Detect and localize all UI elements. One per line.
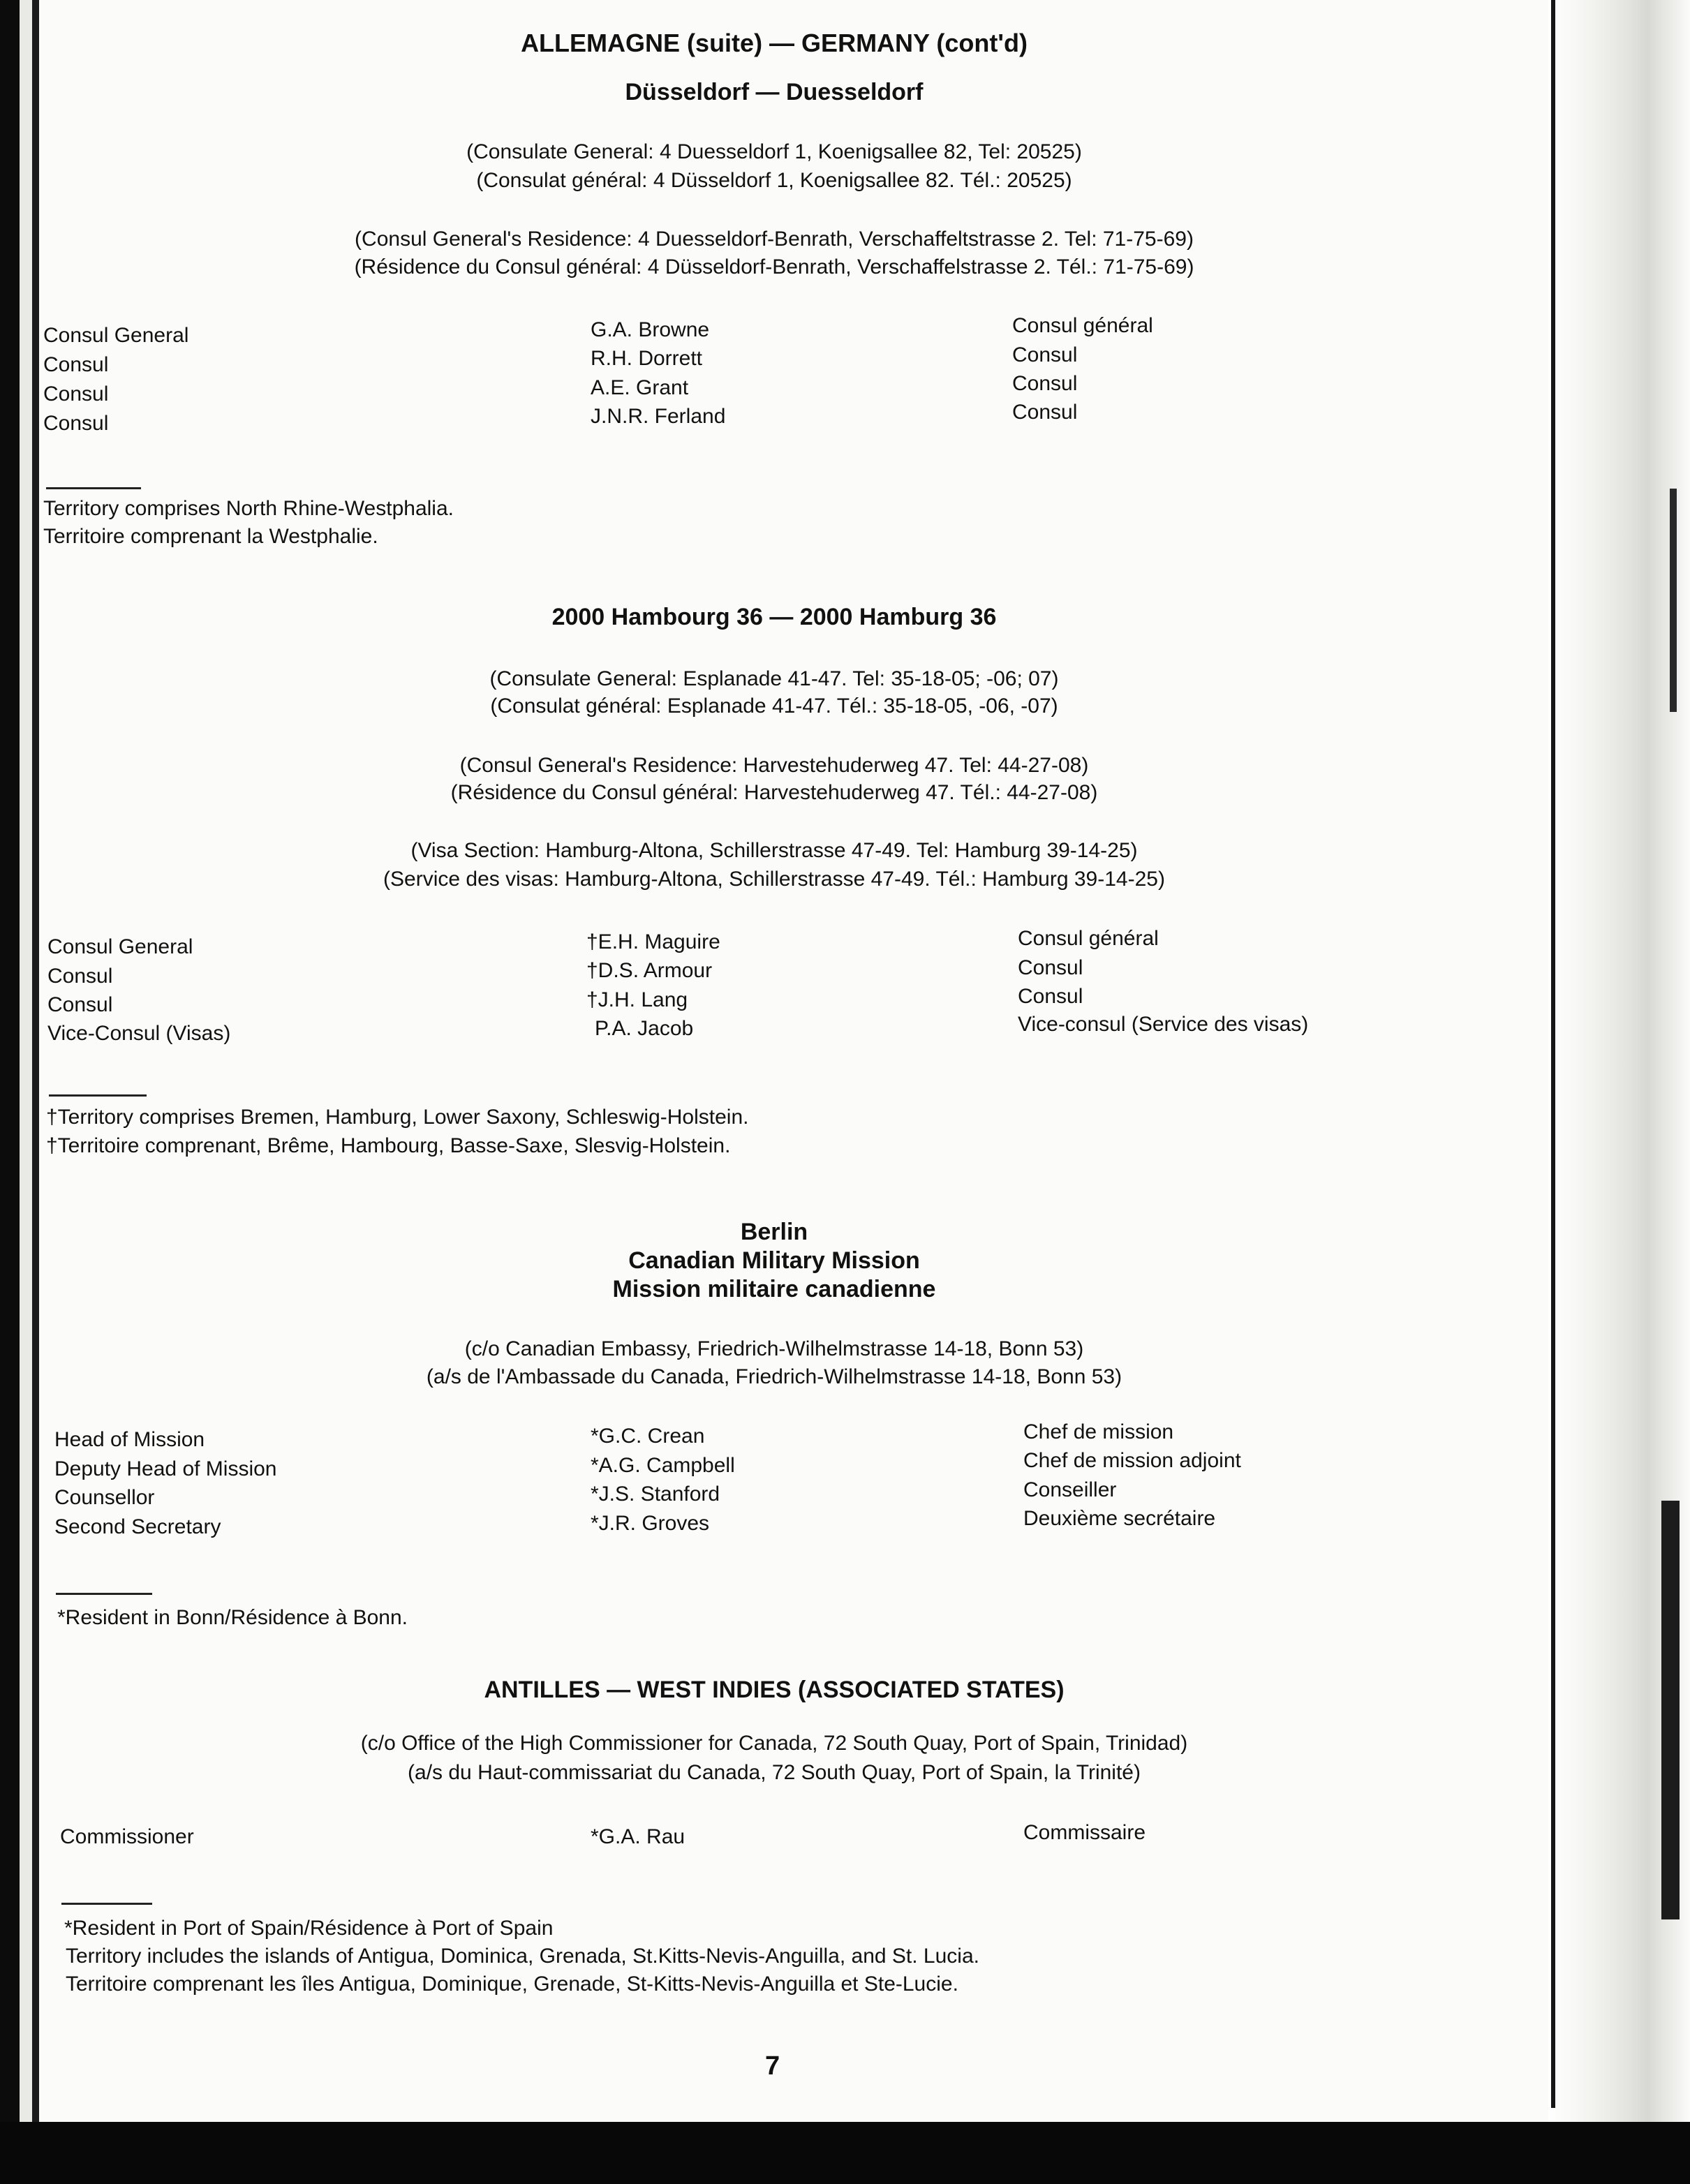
hamburg-visa-fr: (Service des visas: Hamburg-Altona, Schillerstrasse 47-49. Tél.: Hamburg 39-14-25)	[383, 868, 1165, 891]
berlin-name-2: *A.G. Campbell	[591, 1454, 735, 1477]
duesseldorf-title-fr-2: Consul	[1012, 343, 1078, 366]
berlin-title-en-3: Counsellor	[54, 1486, 155, 1509]
antilles-address-en: (c/o Office of the High Commissioner for Canada, 72 South Quay, Port of Spain, Trinidad)	[360, 1732, 1188, 1755]
hamburg-title-fr-3: Consul	[1018, 985, 1083, 1008]
duesseldorf-name-4: J.N.R. Ferland	[591, 405, 726, 428]
duesseldorf-title-en-4: Consul	[43, 412, 109, 435]
antilles-note-resident: *Resident in Port of Spain/Résidence à Port of Spain	[64, 1917, 554, 1940]
duesseldorf-name-1: G.A. Browne	[591, 318, 710, 341]
hamburg-note-en: †Territory comprises Bremen, Hamburg, Lower Saxony, Schleswig-Holstein.	[46, 1106, 749, 1129]
page-number: 7	[765, 2051, 780, 2081]
hamburg-visa-en: (Visa Section: Hamburg-Altona, Schillerstrasse 47-49. Tel: Hamburg 39-14-25)	[410, 839, 1138, 862]
antilles-heading: ANTILLES — WEST INDIES (ASSOCIATED STATES)	[484, 1677, 1065, 1703]
duesseldorf-title-en-3: Consul	[43, 382, 109, 406]
duesseldorf-residence-en: (Consul General's Residence: 4 Duesseldorf-Benrath, Verschaffeltstrasse 2. Tel: 71-75-69)	[355, 228, 1194, 251]
page-edge-line-right	[1551, 0, 1555, 2108]
berlin-title-en-4: Second Secretary	[54, 1515, 221, 1538]
antilles-address-fr: (a/s du Haut-commissariat du Canada, 72 South Quay, Port of Spain, la Trinité)	[408, 1761, 1141, 1784]
footnote-rule	[56, 1593, 152, 1595]
binding-line-left	[32, 0, 39, 2122]
berlin-name-3: *J.S. Stanford	[591, 1483, 720, 1506]
hamburg-title-fr-1: Consul général	[1018, 927, 1159, 950]
hamburg-title-en-2: Consul	[47, 965, 113, 988]
duesseldorf-address-fr: (Consulat général: 4 Düsseldorf 1, Koenigsallee 82. Tél.: 20525)	[476, 169, 1072, 192]
berlin-title-fr-4: Deuxième secrétaire	[1023, 1507, 1216, 1530]
duesseldorf-name-3: A.E. Grant	[591, 376, 689, 399]
hamburg-residence-fr: (Résidence du Consul général: Harvestehuderweg 47. Tél.: 44-27-08)	[450, 781, 1098, 804]
hamburg-title-fr-4: Vice-consul (Service des visas)	[1018, 1013, 1309, 1036]
duesseldorf-address-en: (Consulate General: 4 Duesseldorf 1, Koenigsallee 82, Tel: 20525)	[466, 140, 1082, 163]
footnote-rule	[61, 1903, 152, 1905]
hamburg-note-fr: †Territoire comprenant, Brême, Hambourg, Basse-Saxe, Slesvig-Holstein.	[46, 1134, 731, 1157]
page-edge-shadow-right-lower	[1661, 1501, 1680, 1919]
berlin-title-fr-1: Chef de mission	[1023, 1420, 1174, 1443]
antilles-title-fr-1: Commissaire	[1023, 1821, 1146, 1844]
binding-gutter	[20, 0, 32, 2122]
antilles-title-en-1: Commissioner	[60, 1825, 194, 1848]
berlin-note: *Resident in Bonn/Résidence à Bonn.	[57, 1606, 408, 1629]
berlin-heading: Berlin	[740, 1219, 808, 1245]
berlin-address-fr: (a/s de l'Ambassade du Canada, Friedrich-Wilhelmstrasse 14-18, Bonn 53)	[426, 1365, 1122, 1388]
duesseldorf-note-fr: Territoire comprenant la Westphalie.	[43, 525, 378, 548]
hamburg-address-en: (Consulate General: Esplanade 41-47. Tel: 35-18-05; -06; 07)	[489, 667, 1059, 690]
hamburg-address-fr: (Consulat général: Esplanade 41-47. Tél.: 35-18-05, -06, -07)	[490, 694, 1058, 718]
hamburg-heading: 2000 Hambourg 36 — 2000 Hamburg 36	[551, 604, 997, 630]
duesseldorf-name-2: R.H. Dorrett	[591, 347, 703, 370]
duesseldorf-note-en: Territory comprises North Rhine-Westphalia.	[43, 497, 454, 520]
footnote-rule	[49, 1094, 147, 1097]
berlin-name-1: *G.C. Crean	[591, 1425, 705, 1448]
berlin-title-fr-3: Conseiller	[1023, 1478, 1117, 1501]
hamburg-name-4: P.A. Jacob	[595, 1017, 694, 1040]
page-edge-shadow-right-upper	[1670, 489, 1677, 712]
berlin-mission-fr: Mission militaire canadienne	[612, 1276, 936, 1302]
berlin-mission-en: Canadian Military Mission	[628, 1247, 920, 1274]
berlin-name-4: *J.R. Groves	[591, 1512, 710, 1535]
duesseldorf-title-fr-4: Consul	[1012, 401, 1078, 424]
hamburg-title-en-1: Consul General	[47, 935, 193, 958]
berlin-title-en-2: Deputy Head of Mission	[54, 1457, 277, 1480]
hamburg-residence-en: (Consul General's Residence: Harvestehuderweg 47. Tel: 44-27-08)	[459, 754, 1089, 777]
antilles-note-territory-fr: Territoire comprenant les îles Antigua, Dominique, Grenade, St-Kitts-Nevis-Anguilla et Ste-Lucie.	[66, 1973, 958, 1996]
hamburg-name-2: †D.S. Armour	[586, 959, 713, 982]
antilles-name-1: *G.A. Rau	[591, 1825, 685, 1848]
footnote-rule	[46, 487, 141, 489]
hamburg-name-1: †E.H. Maguire	[586, 930, 720, 953]
duesseldorf-title-en-1: Consul General	[43, 324, 189, 347]
page-title: ALLEMAGNE (suite) — GERMANY (cont'd)	[521, 29, 1028, 57]
hamburg-title-en-4: Vice-Consul (Visas)	[47, 1022, 231, 1045]
hamburg-name-3: †J.H. Lang	[586, 988, 688, 1011]
berlin-title-en-1: Head of Mission	[54, 1428, 205, 1451]
duesseldorf-title-en-2: Consul	[43, 353, 109, 376]
antilles-note-territory-en: Territory includes the islands of Antigua, Dominica, Grenada, St.Kitts-Nevis-Anguilla, and St. Lucia.	[66, 1945, 979, 1968]
duesseldorf-title-fr-1: Consul général	[1012, 314, 1153, 337]
binding-shadow-left	[0, 0, 20, 2122]
duesseldorf-residence-fr: (Résidence du Consul général: 4 Düsseldorf-Benrath, Verschaffelstrasse 2. Tél.: 71-75-69)	[354, 255, 1194, 278]
hamburg-title-fr-2: Consul	[1018, 956, 1083, 979]
berlin-title-fr-2: Chef de mission adjoint	[1023, 1449, 1241, 1472]
duesseldorf-heading: Düsseldorf — Duesseldorf	[625, 79, 924, 105]
hamburg-title-en-3: Consul	[47, 993, 113, 1016]
scan-border-bottom	[0, 2122, 1690, 2184]
duesseldorf-title-fr-3: Consul	[1012, 372, 1078, 395]
berlin-address-en: (c/o Canadian Embassy, Friedrich-Wilhelmstrasse 14-18, Bonn 53)	[464, 1337, 1084, 1360]
